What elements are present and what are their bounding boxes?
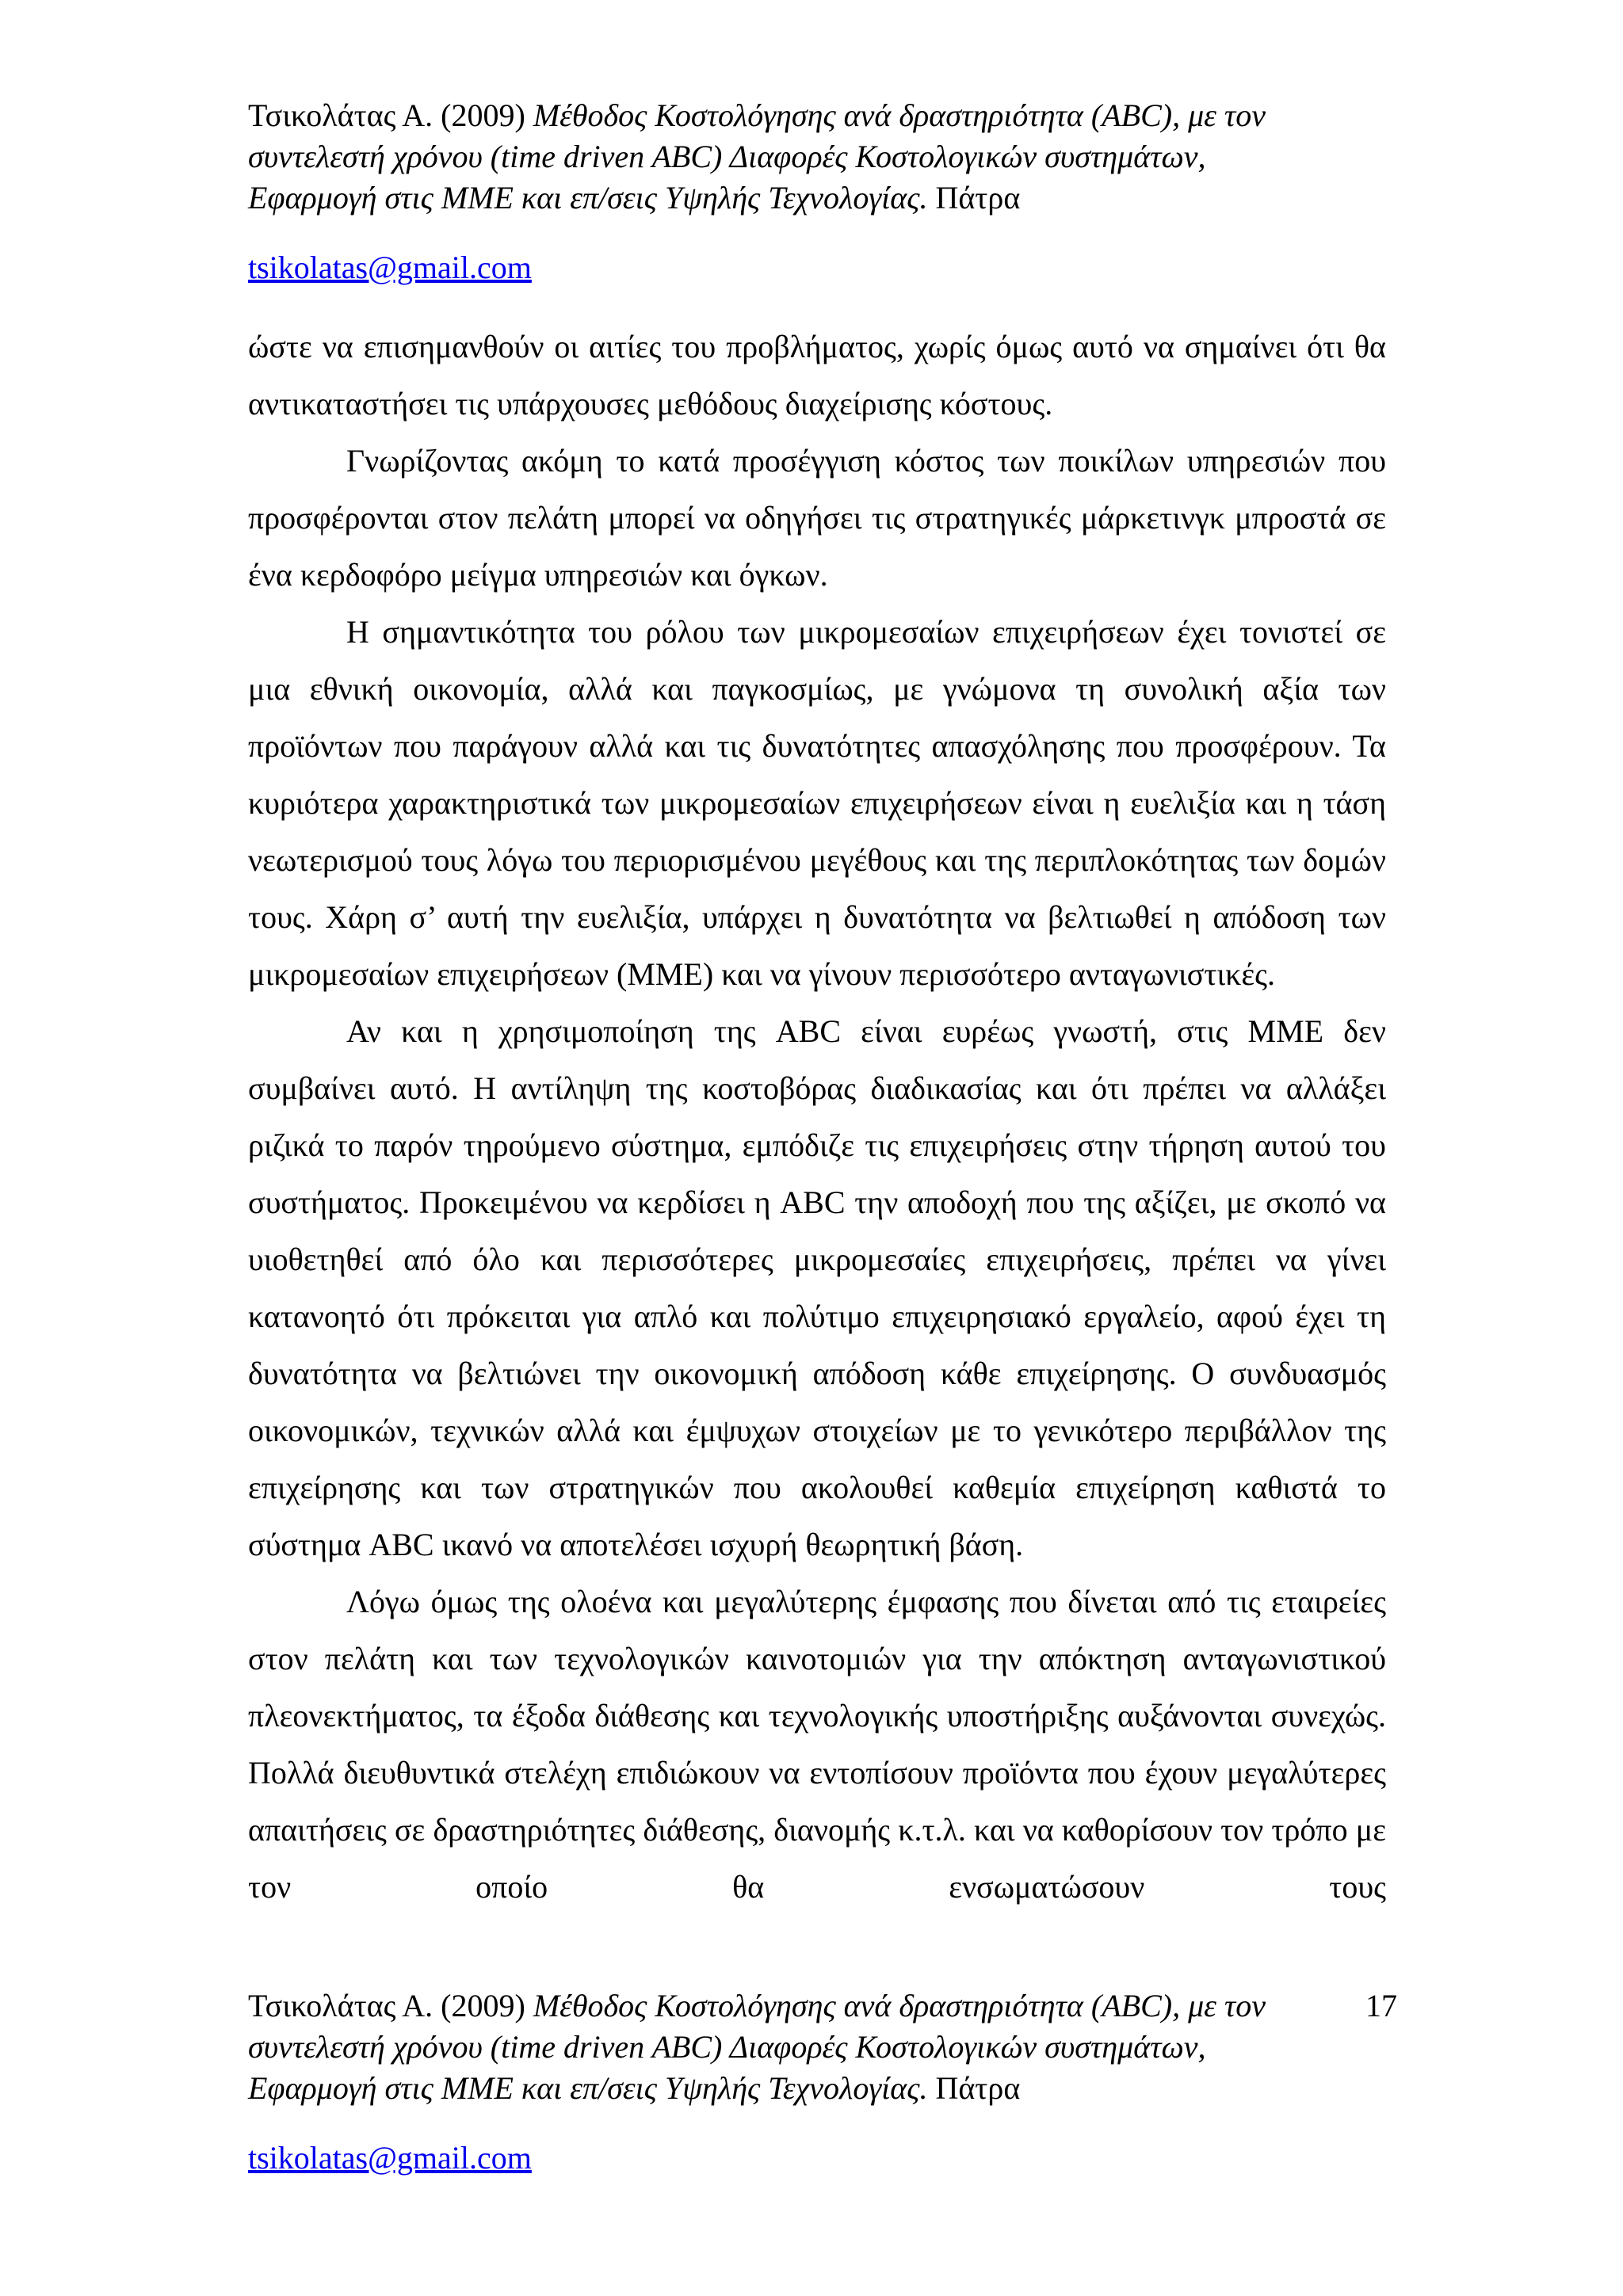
paragraph-1: ώστε να επισημανθούν οι αιτίες του προβλήματος, χωρίς όμως αυτό να σημαίνει ότι θα αντικαταστήσει τις υπάρχουσες μεθόδους διαχείρισης κόστους. bbox=[248, 329, 1386, 421]
paragraph-2: Γνωρίζοντας ακόμη το κατά προσέγγιση κόστος των ποικίλων υπηρεσιών που προσφέρονται στον πελάτη μπορεί να οδηγήσει τις στρατηγικές μάρκετινγκ μπροστά σε ένα κερδοφόρο μείγμα υπηρεσιών και όγκων. bbox=[248, 443, 1386, 593]
header-title-line-2: συντελεστή χρόνου (time driven ABC) Διαφορές Κοστολογικών συστημάτων, bbox=[248, 139, 1206, 174]
page-header bbox=[248, 95, 1397, 288]
footer-author-year: Τσικολάτας Α. (2009) bbox=[248, 1988, 533, 2023]
footer-title-line-3: Εφαρμογή στις ΜΜΕ και επ/σεις Υψηλής Τεχνολογίας. bbox=[248, 2070, 928, 2106]
paragraph-3: Η σημαντικότητα του ρόλου των μικρομεσαίων επιχειρήσεων έχει τονιστεί σε μια εθνική οικονομία, αλλά και παγκοσμίως, με γνώμονα τη συνολική αξία των προϊόντων που παράγουν αλλά και τις δυνατότητες απασχόλησης που προσφέρουν. Τα κυριότερα χαρακτηριστικά των μικρομεσαίων επιχειρήσεων είναι η ευελιξία και η τάση νεωτερισμού τους λόγω του περιορισμένου μεγέθους και της περιπλοκότητας των δομών τους. Χάρη σ’ αυτή την ευελιξία, υπάρχει η δυνατότητα να βελτιωθεί η απόδοση των μικρομεσαίων επιχειρήσεων (ΜΜΕ) και να γίνουν περισσότερο ανταγωνιστικές. bbox=[248, 614, 1386, 992]
header-title-line-3: Εφαρμογή στις ΜΜΕ και επ/σεις Υψηλής Τεχνολογίας. bbox=[248, 180, 928, 215]
footer-email-link[interactable]: tsikolatas@gmail.com bbox=[248, 2140, 532, 2176]
header-city: Πάτρα bbox=[927, 180, 1021, 215]
footer-city: Πάτρα bbox=[927, 2070, 1021, 2106]
header-title-line-1: Μέθοδος Κοστολόγησης ανά δραστηριότητα (ABC), με τον bbox=[533, 97, 1266, 133]
header-citation bbox=[248, 95, 1397, 219]
footer-citation bbox=[248, 1985, 1397, 2109]
page-number: 17 bbox=[1365, 1988, 1397, 2023]
paragraph-5: Λόγω όμως της ολοένα και μεγαλύτερης έμφασης που δίνεται από τις εταιρείες στον πελάτη και των τεχνολογικών καινοτομιών για την απόκτηση ανταγωνιστικού πλεονεκτήματος, τα έξοδα διάθεσης και τεχνολογικής υποστήριξης αυξάνονται συνεχώς. Πολλά διευθυντικά στελέχη επιδιώκουν να εντοπίσουν προϊόντα που έχουν μεγαλύτερες απαιτήσεις σε δραστηριότητες διάθεσης, διανομής κ.τ.λ. και να καθορίσουν τον τρόπο με τον οποίο θα ενσωματώσουν τους bbox=[248, 1584, 1386, 1905]
header-author-year: Τσικολάτας Α. (2009) bbox=[248, 97, 533, 133]
header-email-link[interactable]: tsikolatas@gmail.com bbox=[248, 250, 532, 285]
footer-title-line-2: συντελεστή χρόνου (time driven ABC) Διαφορές Κοστολογικών συστημάτων, bbox=[248, 2029, 1206, 2065]
body-text bbox=[248, 318, 1386, 1916]
footer-title-line-1: Μέθοδος Κοστολόγησης ανά δραστηριότητα (ABC), με τον bbox=[533, 1988, 1266, 2023]
page-footer bbox=[248, 1985, 1397, 2179]
paragraph-4: Αν και η χρησιμοποίηση της ABC είναι ευρέως γνωστή, στις ΜΜΕ δεν συμβαίνει αυτό. Η αντίληψη της κοστοβόρας διαδικασίας και ότι πρέπει να αλλάξει ριζικά το παρόν τηρούμενο σύστημα, εμπόδιζε τις επιχειρήσεις στην τήρηση αυτού του συστήματος. Προκειμένου να κερδίσει η ABC την αποδοχή που της αξίζει, με σκοπό να υιοθετηθεί από όλο και περισσότερες μικρομεσαίες επιχειρήσεις, πρέπει να γίνει κατανοητό ότι πρόκειται για απλό και πολύτιμο επιχειρησιακό εργαλείο, αφού έχει τη δυνατότητα να βελτιώνει την οικονομική απόδοση κάθε επιχείρησης. Ο συνδυασμός οικονομικών, τεχνικών αλλά και έμψυχων στοιχείων με το γενικότερο περιβάλλον της επιχείρησης και των στρατηγικών που ακολουθεί καθεμία επιχείρηση καθιστά το σύστημα ABC ικανό να αποτελέσει ισχυρή θεωρητική βάση. bbox=[248, 1013, 1386, 1562]
